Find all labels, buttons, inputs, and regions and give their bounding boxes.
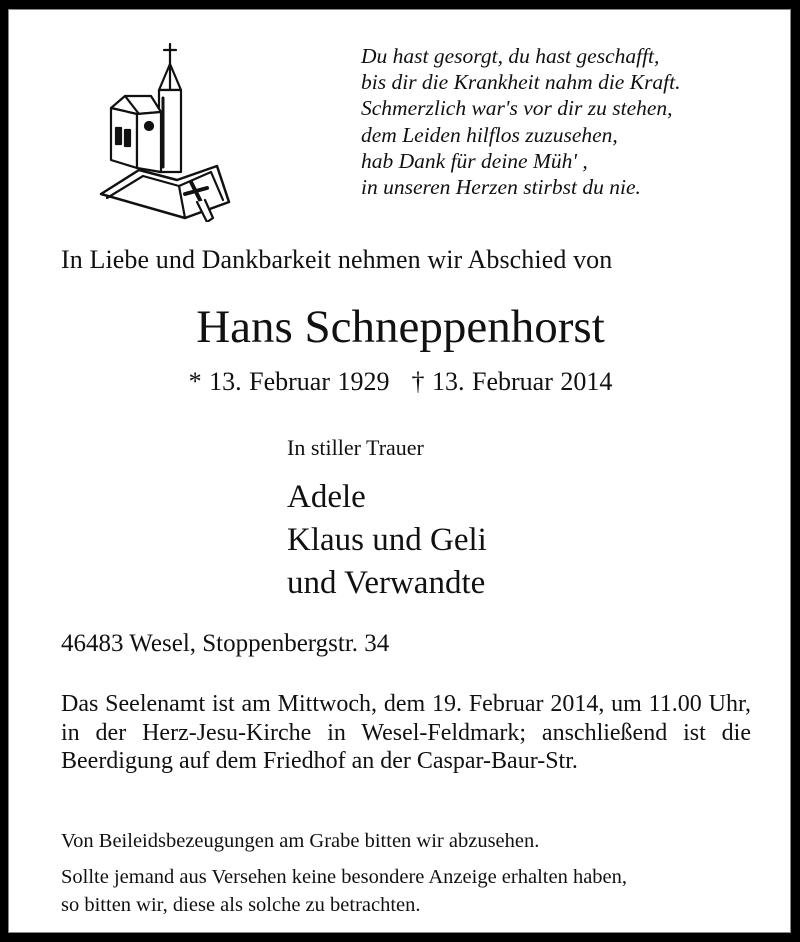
service-info: Das Seelenamt ist am Mittwoch, dem 19. Februar 2014, um 11.00 Uhr, in der Herz-Jesu-Kirche in Wesel-Feldmark; anschließend ist die Beerdigung auf dem Friedhof an der Caspar-Baur-Str. (61, 691, 751, 774)
poem (361, 43, 681, 200)
address: 46483 Wesel, Stoppenbergstr. 34 (61, 630, 390, 657)
intro-text: In Liebe und Dankbarkeit nehmen wir Abschied von (61, 245, 613, 274)
deceased-name: Hans Schneppenhorst (196, 301, 605, 353)
obituary-notice (8, 9, 791, 933)
poem-line: bis dir die Krankheit nahm die Kraft. (361, 70, 681, 95)
notice-note (61, 863, 761, 919)
poem-line: hab Dank für deine Müh' , (361, 148, 588, 173)
mourner-name: Klaus und Geli (287, 522, 487, 558)
death-date: † 13. Februar 2014 (411, 367, 613, 396)
poem-line: Du hast gesorgt, du hast geschafft, (361, 44, 660, 68)
birth-date: * 13. Februar 1929 (188, 367, 390, 396)
church-with-bible-icon (99, 42, 239, 222)
life-dates (9, 367, 792, 397)
condolences-note: Von Beileidsbezeugungen am Grabe bitten wir abzusehen. (61, 830, 540, 852)
poem-line: in unseren Herzen stirbst du nie. (361, 175, 641, 200)
mourner-name: und Verwandte (287, 565, 486, 601)
poem-line: Schmerzlich war's vor dir zu stehen, (361, 96, 673, 121)
notice-line: Sollte jemand aus Versehen keine besondere Anzeige erhalten haben, (61, 866, 628, 888)
mourner-name: Adele (287, 479, 366, 515)
notice-line: so bitten wir, diese als solche zu betrachten. (61, 894, 421, 916)
mourning-label: In stiller Trauer (287, 435, 424, 460)
mourners-list (287, 476, 487, 605)
poem-line: dem Leiden hilflos zuzusehen, (361, 122, 618, 147)
